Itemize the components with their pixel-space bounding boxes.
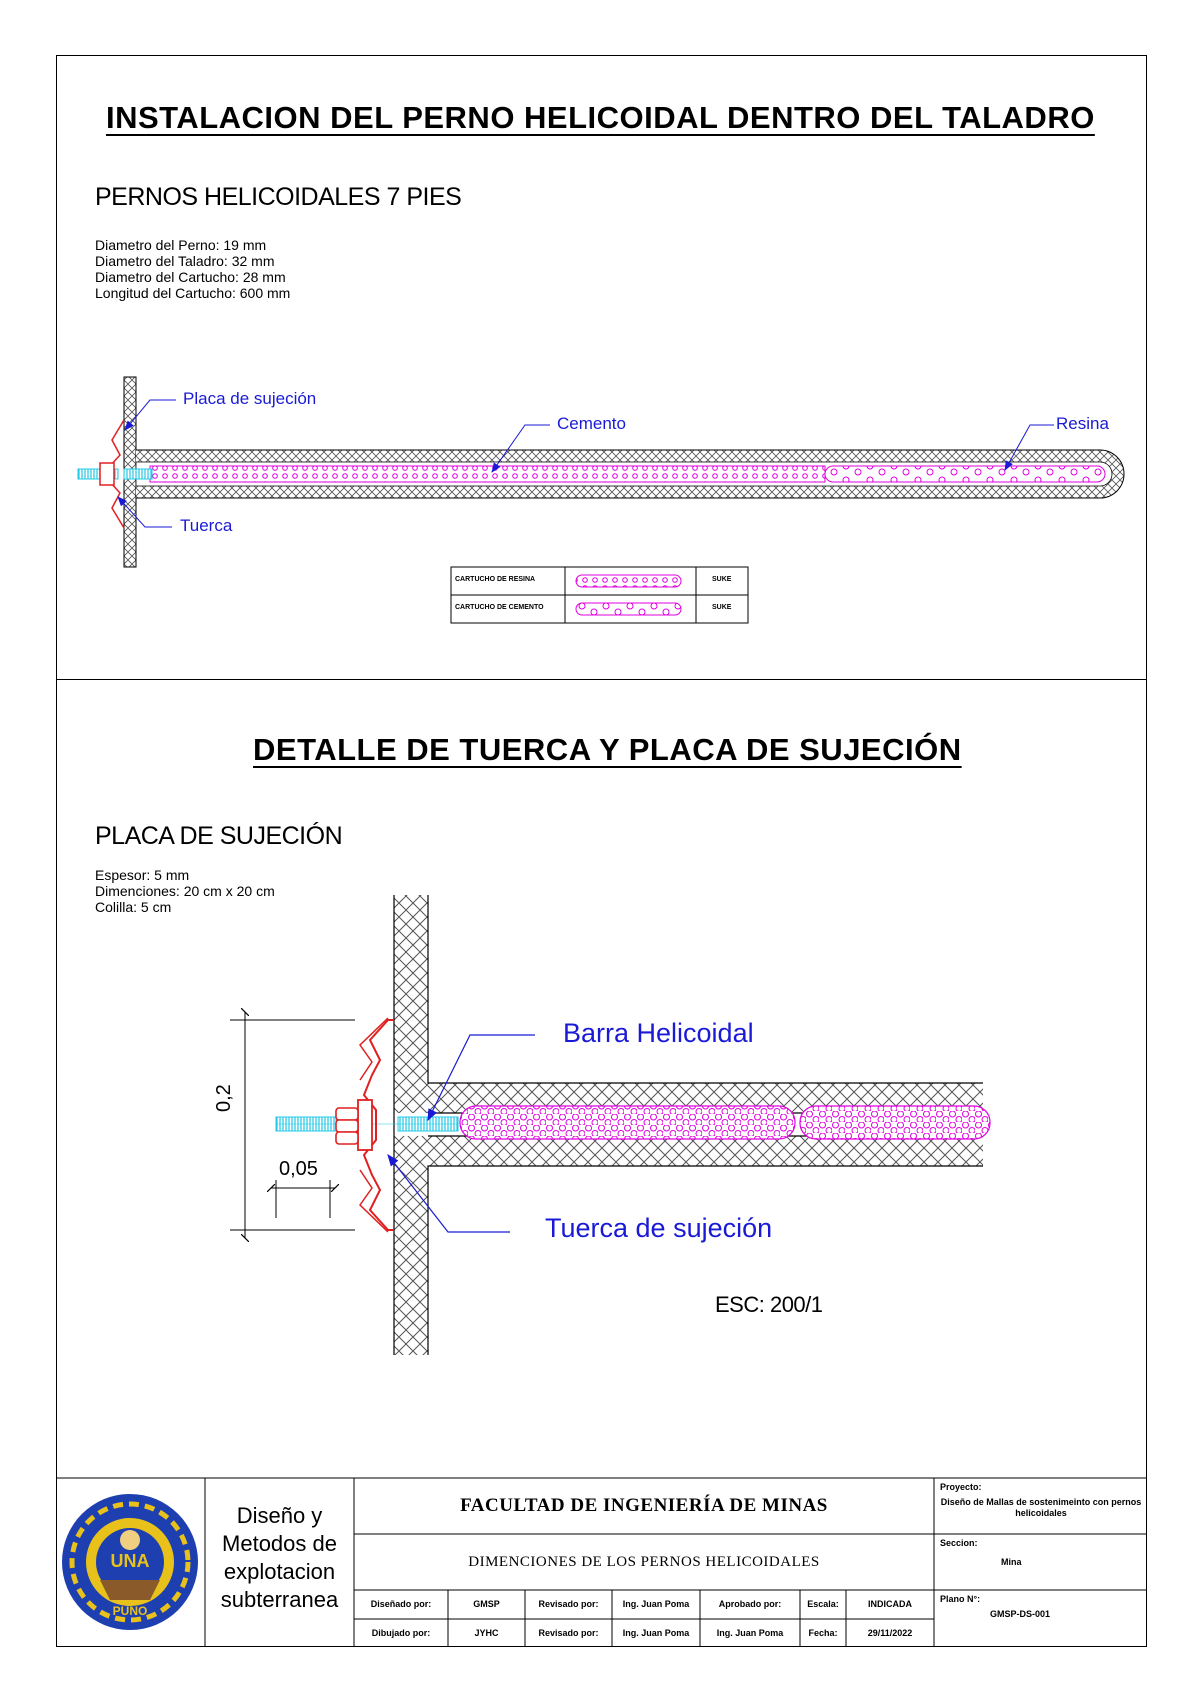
spec-cartridge-length: Longitud del Cartucho: 600 mm bbox=[95, 285, 291, 301]
spec-tail: Colilla: 5 cm bbox=[95, 899, 172, 915]
cement-cartridge-section1 bbox=[150, 466, 825, 482]
scale-value-tb: INDICADA bbox=[868, 1599, 912, 1609]
bolt-section1 bbox=[78, 469, 152, 479]
section2-specs bbox=[95, 867, 275, 915]
dimension-tail-label: 0,05 bbox=[279, 1158, 318, 1180]
legend-cement-unit: SUKE bbox=[712, 604, 732, 611]
section2-subtitle: PLACA DE SUJECIÓN bbox=[95, 822, 343, 850]
legend-resin-unit: SUKE bbox=[712, 576, 732, 583]
drawn-value: JYHC bbox=[474, 1628, 499, 1638]
plate-and-nut-section1 bbox=[100, 420, 124, 528]
dimension-height-label: 0,2 bbox=[213, 1084, 235, 1112]
revised-value-2: Ing. Juan Poma bbox=[622, 1628, 690, 1638]
plate-and-nut-section2 bbox=[336, 1018, 394, 1232]
drawing-name: DIMENCIONES DE LOS PERNOS HELICOIDALES bbox=[468, 1553, 820, 1570]
dimension-tail bbox=[271, 1180, 335, 1218]
spec-dimensions: Dimenciones: 20 cm x 20 cm bbox=[95, 883, 275, 899]
section2-title: DETALLE DE TUERCA Y PLACA DE SUJECIÓN bbox=[253, 732, 962, 767]
label-plate: Placa de sujeción bbox=[183, 389, 317, 408]
label-cement: Cemento bbox=[557, 414, 626, 433]
scale-label: ESC: 200/1 bbox=[715, 1292, 823, 1317]
legend-resin-label: CARTUCHO DE RESINA bbox=[455, 576, 536, 583]
logo-center-text: UNA bbox=[110, 1551, 150, 1571]
revised-value-1: Ing. Juan Poma bbox=[622, 1599, 690, 1609]
spec-thickness: Espesor: 5 mm bbox=[95, 867, 190, 883]
spec-cartridge-diameter: Diametro del Cartucho: 28 mm bbox=[95, 269, 286, 285]
course-name bbox=[205, 1502, 354, 1614]
drawn-label: Dibujado por: bbox=[371, 1628, 431, 1638]
label-resin: Resina bbox=[1056, 414, 1109, 433]
date-label: Fecha: bbox=[808, 1628, 838, 1638]
label-nut-sujecion: Tuerca de sujeción bbox=[545, 1213, 773, 1243]
project-value: Diseño de Mallas de sostenimeinto con pernos helicoidales bbox=[940, 1497, 1142, 1518]
label-bar: Barra Helicoidal bbox=[563, 1018, 754, 1048]
project-label: Proyecto: bbox=[940, 1482, 982, 1492]
plan-label: Plano N°: bbox=[940, 1594, 981, 1604]
faculty-name: FACULTAD DE INGENIERÍA DE MINAS bbox=[460, 1495, 828, 1516]
designed-value: GMSP bbox=[473, 1599, 500, 1609]
approved-label: Aprobado por: bbox=[718, 1599, 782, 1609]
spec-hole-diameter: Diametro del Taladro: 32 mm bbox=[95, 253, 275, 269]
logo-bottom-text: PUNO bbox=[112, 1604, 148, 1618]
course-line-3: explotacion bbox=[223, 1559, 336, 1584]
revised-label-1: Revisado por: bbox=[538, 1599, 599, 1609]
legend-cement-swatch bbox=[576, 603, 681, 615]
course-line-4: subterranea bbox=[220, 1587, 339, 1612]
legend-cement-label: CARTUCHO DE CEMENTO bbox=[455, 604, 544, 611]
date-value: 29/11/2022 bbox=[867, 1628, 913, 1638]
section1-title: INSTALACION DEL PERNO HELICOIDAL DENTRO DEL TALADRO bbox=[106, 100, 1095, 135]
cartridges-section2 bbox=[460, 1106, 990, 1139]
plan-value: GMSP-DS-001 bbox=[990, 1609, 1051, 1619]
spec-bolt-diameter: Diametro del Perno: 19 mm bbox=[95, 237, 267, 253]
legend-resin-swatch bbox=[576, 575, 681, 587]
revised-label-2: Revisado por: bbox=[538, 1628, 599, 1638]
section-value: Mina bbox=[1001, 1557, 1022, 1567]
approved-value: Ing. Juan Poma bbox=[716, 1628, 784, 1638]
label-nut: Tuerca bbox=[180, 516, 233, 535]
section-label: Seccion: bbox=[940, 1538, 978, 1548]
section1-subtitle: PERNOS HELICOIDALES 7 PIES bbox=[95, 183, 462, 211]
resin-cartridge-section1 bbox=[825, 466, 1105, 482]
course-line-1: Diseño y bbox=[236, 1503, 323, 1528]
course-line-2: Metodos de bbox=[222, 1531, 337, 1556]
designed-label: Diseñado por: bbox=[370, 1599, 432, 1609]
scale-label-tb: Escala: bbox=[807, 1599, 839, 1609]
